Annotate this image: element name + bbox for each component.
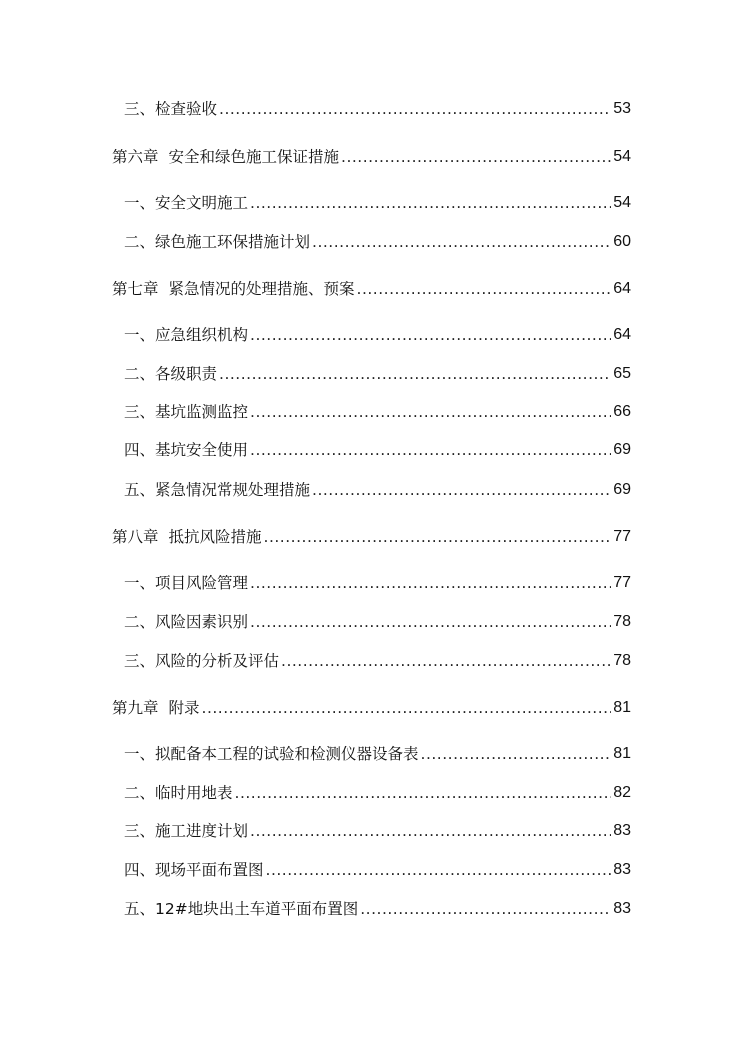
toc-entry-page: 83 (613, 822, 631, 839)
toc-chapter-number: 第七章 (112, 280, 159, 298)
toc-entry-site-layout[interactable] (124, 857, 631, 883)
toc-entry-title: 各级职责 (155, 365, 218, 383)
toc-entry-page: 78 (613, 613, 631, 630)
toc-entry-page: 82 (613, 784, 631, 801)
toc-entry-page: 60 (613, 233, 631, 250)
toc-entry-responsibilities[interactable] (124, 361, 631, 387)
toc-entry-number: 三、 (124, 652, 156, 670)
toc-entry-title: 基坑监测监控 (155, 403, 249, 421)
toc-entry-risk-analysis[interactable] (124, 648, 631, 674)
dot-leader (250, 437, 611, 463)
toc-entry-title: 现场平面布置图 (155, 861, 264, 879)
toc-entry-number: 五、 (124, 481, 156, 499)
toc-entry-title: 临时用地表 (155, 784, 233, 802)
toc-entry-title: 应急组织机构 (155, 326, 249, 344)
toc-chapter-number: 第九章 (112, 699, 159, 717)
toc-entry-page: 77 (613, 574, 631, 591)
toc-entry-number: 二、 (124, 233, 156, 251)
toc-entry-title: 项目风险管理 (155, 574, 249, 592)
toc-entry-page: 53 (613, 100, 631, 117)
toc-entry-page: 83 (613, 861, 631, 878)
dot-leader (266, 857, 612, 883)
toc-entry-page: 78 (613, 652, 631, 669)
toc-entry-construction-schedule[interactable] (124, 818, 631, 844)
dot-leader (250, 609, 611, 635)
toc-entry-title: 紧急情况常规处理措施 (155, 481, 311, 499)
toc-chapter-6[interactable] (112, 144, 631, 170)
toc-entry-title: 检查验收 (155, 100, 218, 118)
toc-chapter-title: 附录 (168, 699, 200, 717)
dot-leader (341, 144, 611, 170)
dot-leader (250, 570, 611, 596)
toc-entry-title: 拟配备本工程的试验和检测仪器设备表 (155, 745, 419, 763)
dot-leader (219, 96, 611, 122)
toc-entry-title: 基坑安全使用 (155, 441, 249, 459)
dot-leader (421, 741, 612, 767)
toc-entry-number: 二、 (124, 365, 156, 383)
toc-entry-page: 66 (613, 403, 631, 420)
dot-leader (357, 276, 612, 302)
toc-entry-emergency-org[interactable] (124, 322, 631, 348)
toc-entry-title: 风险的分析及评估 (155, 652, 280, 670)
dot-leader (250, 818, 611, 844)
toc-entry-emergency-handling[interactable] (124, 477, 631, 503)
dot-leader (250, 190, 611, 216)
toc-entry-number: 一、 (124, 326, 156, 344)
toc-entry-page: 83 (613, 900, 631, 917)
toc-entry-safety-civilized[interactable] (124, 190, 631, 216)
toc-chapter-number: 第六章 (112, 148, 159, 166)
toc-chapter-number: 第八章 (112, 528, 159, 546)
toc-chapter-page: 54 (613, 148, 631, 165)
toc-entry-pit-monitoring[interactable] (124, 399, 631, 425)
toc-entry-title: 绿色施工环保措施计划 (155, 233, 311, 251)
toc-entry-truck-lane-layout[interactable] (124, 896, 631, 922)
toc-entry-inspection-acceptance[interactable] (124, 96, 631, 122)
toc-entry-number: 五、 (124, 900, 156, 918)
toc-entry-number: 一、 (124, 194, 156, 212)
toc-entry-number: 二、 (124, 784, 156, 802)
toc-chapter-8[interactable] (112, 524, 631, 550)
dot-leader (281, 648, 611, 674)
toc-chapter-page: 81 (613, 699, 631, 716)
toc-entry-page: 65 (613, 365, 631, 382)
toc-entry-number: 一、 (124, 574, 156, 592)
dot-leader (202, 695, 612, 721)
dot-leader (219, 361, 611, 387)
toc-entry-title: 安全文明施工 (155, 194, 249, 212)
toc-entry-risk-identification[interactable] (124, 609, 631, 635)
toc-chapter-9[interactable] (112, 695, 631, 721)
toc-entry-page: 81 (613, 745, 631, 762)
toc-chapter-7[interactable] (112, 276, 631, 302)
toc-entry-page: 69 (613, 441, 631, 458)
toc-entry-page: 64 (613, 326, 631, 343)
toc-entry-green-plan[interactable] (124, 229, 631, 255)
toc-entry-number: 一、 (124, 745, 156, 763)
dot-leader (264, 524, 612, 550)
toc-entry-equipment-table[interactable] (124, 741, 631, 767)
toc-entry-page: 54 (613, 194, 631, 211)
dot-leader (235, 780, 612, 806)
toc-entry-title: 12#地块出土车道平面布置图 (155, 900, 359, 918)
dot-leader (250, 399, 611, 425)
toc-chapter-page: 64 (613, 280, 631, 297)
toc-entry-number: 四、 (124, 861, 156, 879)
dot-leader (360, 896, 611, 922)
toc-entry-number: 二、 (124, 613, 156, 631)
toc-chapter-page: 77 (613, 528, 631, 545)
toc-entry-risk-management[interactable] (124, 570, 631, 596)
toc-entry-number: 四、 (124, 441, 156, 459)
toc-chapter-title: 抵抗风险措施 (168, 528, 262, 546)
toc-chapter-title: 安全和绿色施工保证措施 (168, 148, 340, 166)
toc-entry-pit-safety[interactable] (124, 437, 631, 463)
dot-leader (250, 322, 611, 348)
toc-entry-number: 三、 (124, 100, 156, 118)
toc-entry-page: 69 (613, 481, 631, 498)
dot-leader (312, 477, 611, 503)
toc-entry-title: 风险因素识别 (155, 613, 249, 631)
dot-leader (312, 229, 611, 255)
toc-chapter-title: 紧急情况的处理措施、预案 (168, 280, 355, 298)
toc-entry-title: 施工进度计划 (155, 822, 249, 840)
toc-entry-temporary-land[interactable] (124, 780, 631, 806)
toc-entry-number: 三、 (124, 822, 156, 840)
toc-entry-number: 三、 (124, 403, 156, 421)
